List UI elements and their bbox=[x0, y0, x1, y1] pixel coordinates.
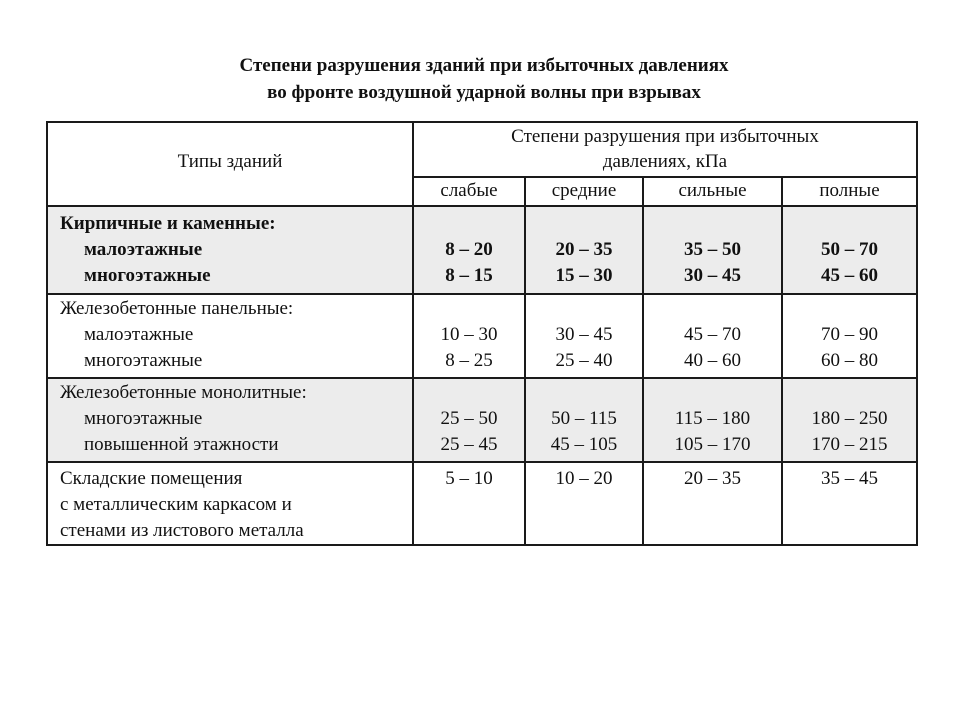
header-bottom-line bbox=[46, 205, 918, 207]
group-divider-2 bbox=[46, 377, 918, 379]
table-cell: 45 – 105 bbox=[550, 434, 618, 455]
table-cell: 8 – 25 bbox=[445, 350, 493, 371]
table-cell: 170 – 215 bbox=[811, 434, 888, 455]
row-label: многоэтажные bbox=[84, 408, 203, 429]
table-cell: 15 – 30 bbox=[555, 265, 613, 286]
table-border-right bbox=[916, 121, 918, 546]
header-degrees bbox=[414, 124, 916, 174]
destruction-table bbox=[46, 121, 918, 546]
column-header-light: слабые bbox=[440, 180, 498, 201]
row-label: малоэтажные bbox=[84, 324, 194, 345]
table-cell: 50 – 70 bbox=[821, 239, 878, 260]
table-cell: 70 – 90 bbox=[821, 324, 878, 345]
group-divider-3 bbox=[46, 461, 918, 463]
group-title-warehouse-2: с металлическим каркасом и bbox=[60, 494, 292, 515]
document-title bbox=[0, 52, 960, 106]
table-cell: 20 – 35 bbox=[684, 468, 741, 489]
table-cell: 45 – 70 bbox=[684, 324, 741, 345]
header-degrees-line-1: Степени разрушения при избыточных bbox=[511, 126, 819, 147]
group-title-warehouse-3: стенами из листового металла bbox=[60, 520, 304, 541]
row-label: многоэтажные bbox=[84, 265, 211, 286]
table-cell: 25 – 45 bbox=[440, 434, 498, 455]
table-cell: 25 – 50 bbox=[440, 408, 498, 429]
table-cell: 10 – 20 bbox=[555, 468, 613, 489]
table-cell: 105 – 170 bbox=[674, 434, 751, 455]
row-label: малоэтажные bbox=[84, 239, 203, 260]
table-cell: 115 – 180 bbox=[674, 408, 751, 429]
group-title-panel: Железобетонные панельные: bbox=[60, 298, 294, 319]
column-header-medium: средние bbox=[551, 180, 617, 201]
header-building-types: Типы зданий bbox=[177, 151, 283, 172]
table-border-bottom bbox=[46, 544, 918, 546]
table-cell: 60 – 80 bbox=[821, 350, 878, 371]
header-degrees-line-2: давлениях, кПа bbox=[602, 151, 728, 172]
table-cell: 25 – 40 bbox=[555, 350, 613, 371]
title-line-1: Степени разрушения зданий при избыточных давлениях bbox=[239, 55, 729, 76]
table-cell: 40 – 60 bbox=[684, 350, 741, 371]
table-cell: 50 – 115 bbox=[551, 408, 617, 429]
table-border-top bbox=[46, 121, 918, 123]
table-cell: 35 – 50 bbox=[684, 239, 741, 260]
table-cell: 30 – 45 bbox=[555, 324, 613, 345]
table-cell: 20 – 35 bbox=[555, 239, 613, 260]
table-cell: 30 – 45 bbox=[684, 265, 741, 286]
table-cell: 180 – 250 bbox=[811, 408, 888, 429]
group-title-monolithic: Железобетонные монолитные: bbox=[60, 382, 307, 403]
group-title-brick: Кирпичные и каменные: bbox=[60, 213, 276, 234]
column-header-total: полные bbox=[819, 180, 880, 201]
table-cell: 5 – 10 bbox=[445, 468, 493, 489]
table-cell: 8 – 20 bbox=[445, 239, 493, 260]
title-line-2: во фронте воздушной ударной волны при взрывах bbox=[267, 82, 701, 103]
group-title-warehouse-1: Складские помещения bbox=[60, 468, 243, 489]
table-border-left bbox=[46, 121, 48, 546]
row-label: повышенной этажности bbox=[84, 434, 279, 455]
table-cell: 35 – 45 bbox=[821, 468, 878, 489]
group-divider-1 bbox=[46, 293, 918, 295]
column-header-heavy: сильные bbox=[678, 180, 747, 201]
row-label: многоэтажные bbox=[84, 350, 203, 371]
table-cell: 8 – 15 bbox=[445, 265, 493, 286]
table-cell: 45 – 60 bbox=[821, 265, 878, 286]
table-cell: 10 – 30 bbox=[440, 324, 498, 345]
